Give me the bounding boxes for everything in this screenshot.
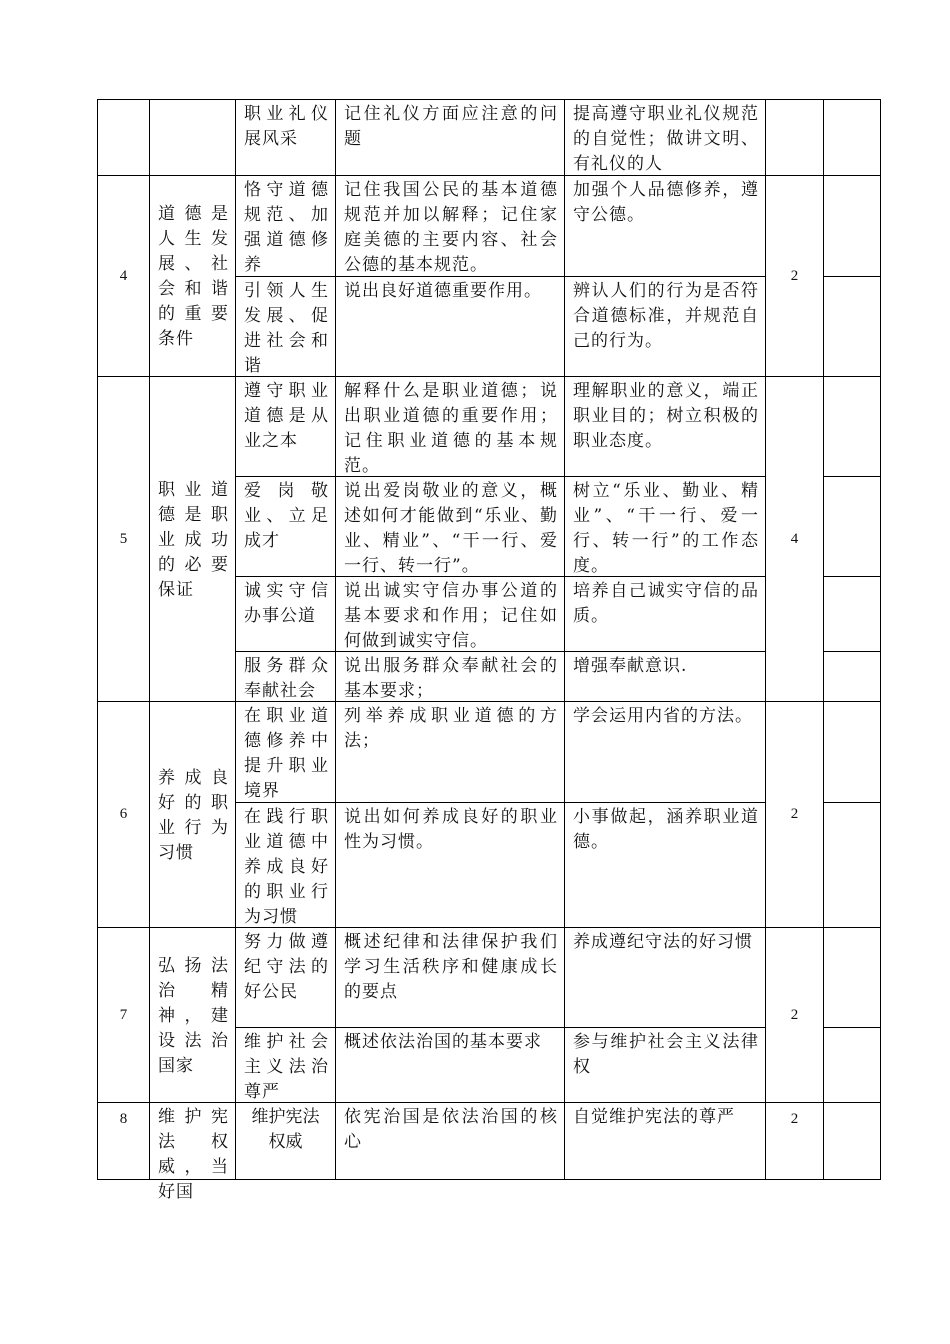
table-cell-content: 依宪治国是依法治国的核心 — [335, 1102, 564, 1180]
table-cell-topic: 爱岗敬业、立足成才 — [235, 476, 335, 576]
table-cell-remark — [823, 1027, 881, 1102]
table-cell-unit — [149, 175, 235, 376]
table-cell-no — [97, 99, 149, 175]
table-cell-hours — [765, 99, 823, 175]
table-cell-remark — [823, 175, 881, 276]
table-cell-remark — [823, 927, 881, 1027]
table-cell-remark — [823, 1102, 881, 1180]
table-cell-goal: 学会运用内省的方法。 — [564, 701, 765, 802]
table-cell-hours: 2 — [765, 175, 823, 376]
table-cell-topic: 遵守职业道德是从业之本 — [235, 376, 335, 476]
table-cell-content: 概述纪律和法律保护我们学习生活秩序和健康成长的要点 — [335, 927, 564, 1027]
table-cell-no: 7 — [97, 927, 149, 1102]
unit-text: 养成良好的职业行为习惯 — [158, 767, 229, 863]
table-cell-topic: 引领人生发展、促进社会和谐 — [235, 276, 335, 376]
table-cell-unit: 维护宪法权威，当好国 — [149, 1102, 235, 1180]
table-cell-goal: 树立“乐业、勤业、精业”、“干一行、爱一行、转一行”的工作态度。 — [564, 476, 765, 576]
table-cell-content: 列举养成职业道德的方法； — [335, 701, 564, 802]
table-cell-goal: 加强个人品德修养，遵守公德。 — [564, 175, 765, 276]
table-cell-content: 说出诚实守信办事公道的基本要求和作用；记住如何做到诚实守信。 — [335, 576, 564, 651]
table-cell-goal: 提高遵守职业礼仪规范的自觉性；做讲文明、有礼仪的人 — [564, 99, 765, 175]
table-cell-hours: 2 — [765, 701, 823, 927]
table-cell-remark — [823, 576, 881, 651]
table-cell-goal: 辨认人们的行为是否符合道德标准，并规范自己的行为。 — [564, 276, 765, 376]
table-cell-no: 5 — [97, 376, 149, 701]
table-cell-topic: 职业礼仪展风采 — [235, 99, 335, 175]
table-cell-content: 说出良好道德重要作用。 — [335, 276, 564, 376]
table-cell-topic: 在践行职业道德中养成良好的职业行为习惯 — [235, 802, 335, 927]
table-cell-no: 6 — [97, 701, 149, 927]
table-cell-goal: 参与维护社会主义法律权 — [564, 1027, 765, 1102]
table-cell-topic: 在职业道德修养中提升职业境界 — [235, 701, 335, 802]
unit-text: 弘扬法治精神，建设法治国家 — [158, 955, 229, 1076]
table-cell-content: 记住礼仪方面应注意的问题 — [335, 99, 564, 175]
table-cell-goal: 理解职业的意义，端正职业目的；树立积极的职业态度。 — [564, 376, 765, 476]
table-cell-remark — [823, 376, 881, 476]
table-cell-topic: 努力做遵纪守法的好公民 — [235, 927, 335, 1027]
table-cell-goal: 养成遵纪守法的好习惯 — [564, 927, 765, 1027]
table-cell-content: 解释什么是职业道德；说出职业道德的重要作用；记住职业道德的基本规范。 — [335, 376, 564, 476]
table-right-border — [880, 99, 881, 1180]
curriculum-table — [97, 99, 881, 1202]
table-cell-remark — [823, 476, 881, 576]
table-cell-goal: 增强奉献意识. — [564, 651, 765, 701]
table-cell-hours: 2 — [765, 927, 823, 1102]
unit-text: 道德是人生发展、社会和谐的重要条件 — [158, 204, 229, 349]
table-bottom-border — [97, 1179, 881, 1180]
table-cell-goal: 自觉维护宪法的尊严 — [564, 1102, 765, 1180]
table-cell-topic: 诚实守信办事公道 — [235, 576, 335, 651]
table-cell-topic: 恪守道德规范、加强道德修养 — [235, 175, 335, 276]
table-cell-no: 4 — [97, 175, 149, 376]
table-cell-goal: 小事做起，涵养职业道德。 — [564, 802, 765, 927]
unit-text: 职业道德是职业成功的必要保证 — [158, 479, 229, 600]
table-cell-content: 说出如何养成良好的职业性为习惯。 — [335, 802, 564, 927]
table-cell-remark — [823, 276, 881, 376]
table-cell-unit — [149, 927, 235, 1102]
table-cell-goal: 培养自己诚实守信的品质。 — [564, 576, 765, 651]
table-cell-content: 说出服务群众奉献社会的基本要求； — [335, 651, 564, 701]
table-cell-topic: 维护宪法权威 — [235, 1102, 335, 1180]
table-cell-topic: 维护社会主义法治尊严 — [235, 1027, 335, 1102]
table-cell-remark — [823, 99, 881, 175]
table-cell-unit — [149, 99, 235, 175]
table-cell-unit — [149, 376, 235, 701]
table-cell-hours: 2 — [765, 1102, 823, 1180]
table-cell-remark — [823, 701, 881, 802]
table-cell-content: 说出爱岗敬业的意义，概述如何才能做到“乐业、勤业、精业”、“干一行、爱一行、转一行”。 — [335, 476, 564, 576]
table-cell-hours: 4 — [765, 376, 823, 701]
table-cell-content: 记住我国公民的基本道德规范并加以解释；记住家庭美德的主要内容、社会公德的基本规范。 — [335, 175, 564, 276]
table-cell-no: 8 — [97, 1102, 149, 1180]
table-cell-content: 概述依法治国的基本要求 — [335, 1027, 564, 1102]
table-cell-remark — [823, 802, 881, 927]
table-cell-remark — [823, 651, 881, 701]
table-cell-topic: 服务群众奉献社会 — [235, 651, 335, 701]
table-cell-unit — [149, 701, 235, 927]
